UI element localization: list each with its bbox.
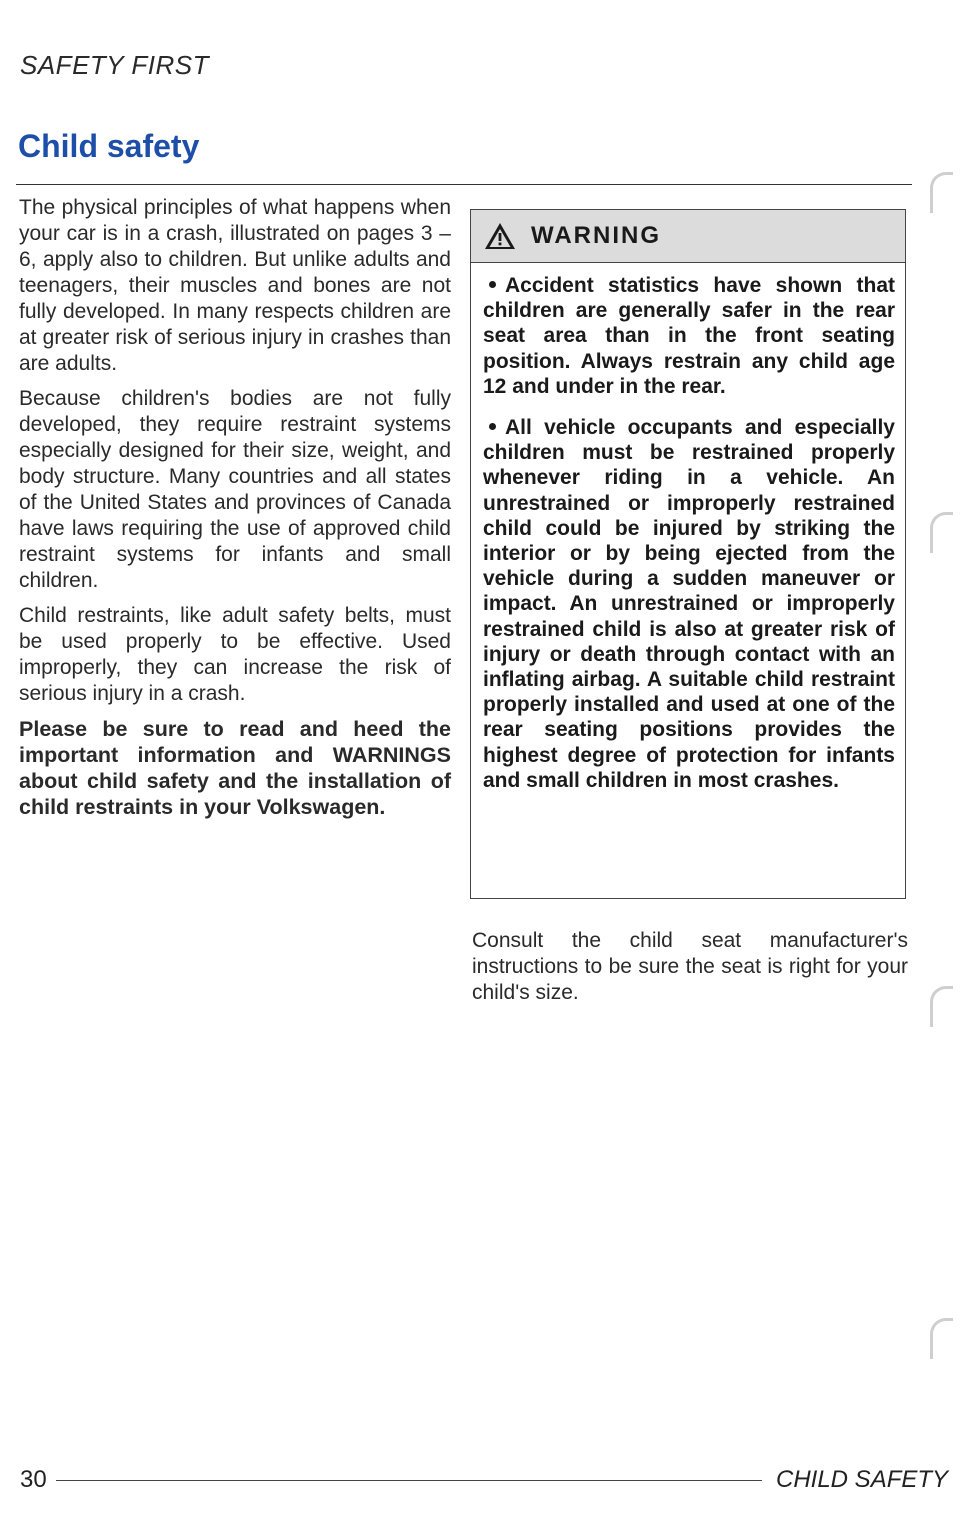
warning-item-text: Accident statistics have shown that children are generally safer in the rear seat area than in the front seating position. Always restrain any child age 12 and under in the rear. <box>483 274 895 398</box>
warning-label: WARNING <box>531 222 661 249</box>
page-edge-mark <box>930 1318 953 1359</box>
footer-label: CHILD SAFETY <box>776 1466 949 1493</box>
left-column <box>19 195 451 829</box>
warning-item <box>483 273 895 399</box>
footer-divider <box>56 1480 762 1481</box>
bullet-icon <box>489 281 496 288</box>
consult-paragraph: Consult the child seat manufacturer's instructions to be sure the seat is right for your child's size. <box>472 929 908 1004</box>
warning-box <box>470 209 906 899</box>
warning-item-text: All vehicle occupants and especially children must be restrained properly whenever riding in a vehicle. An unrestrained or improperly restrained child could be injured by striking the interior or by being ejected from the vehicle during a sudden maneuver or impact. An unrestrained or improperly restrained child is also at greater risk of injury or death through contact with an inflating airbag. A suitable child restraint properly installed and used at one of the rear seating positions provides the highest degree of protection for infants and small children in most crashes. <box>483 416 895 792</box>
warning-triangle-icon <box>483 221 517 251</box>
page-edge-mark <box>930 986 953 1027</box>
restraint-paragraph: Because children's bodies are not fully developed, they require restraint systems especially designed for their size, weight, and body structure. Many countries and all states of the United States and provinces of Canada have laws requiring the use of approved child restraint systems for infants and small children. <box>19 387 451 592</box>
section-label: SAFETY FIRST <box>20 50 209 80</box>
title-divider <box>16 184 912 185</box>
proper-use-paragraph: Child restraints, like adult safety belts, must be used properly to be effective. Used improperly, they can increase the risk of serious injury in a crash. <box>19 604 451 705</box>
important-notice: Please be sure to read and heed the important information and WARNINGS about child safety and the installation of child restraints in your Volkswagen. <box>19 717 451 819</box>
warning-item <box>483 415 895 793</box>
page-title: Child safety <box>18 128 200 164</box>
bullet-icon <box>489 423 496 430</box>
page-edge-mark <box>930 172 953 213</box>
warning-header <box>471 210 905 263</box>
page-number: 30 <box>20 1466 47 1493</box>
intro-paragraph: The physical principles of what happens when your car is in a crash, illustrated on pages 3 – 6, apply also to children. But unlike adults and teenagers, their muscles and bones are not fully developed. In many respects children are at greater risk of serious injury in crashes than are adults. <box>19 196 451 375</box>
warning-body <box>471 263 905 793</box>
page-edge-mark <box>930 512 953 553</box>
